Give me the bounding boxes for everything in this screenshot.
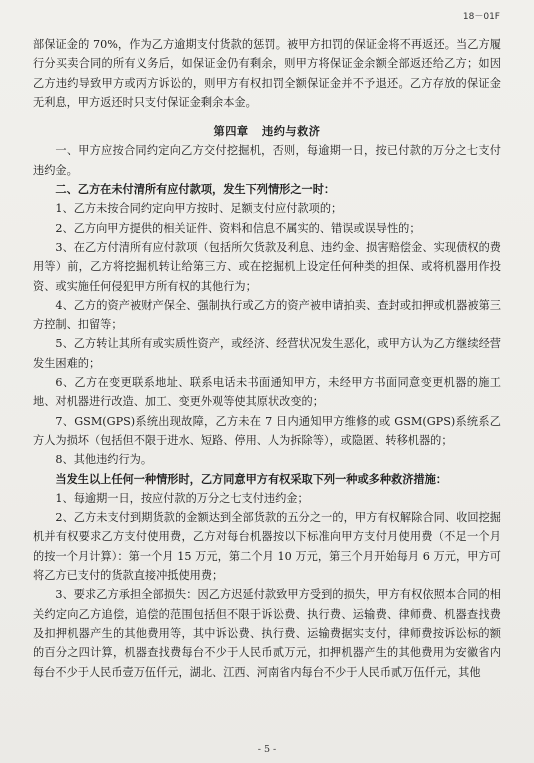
remedy-item-3: 3、要求乙方承担全部损失：因乙方迟延付款致甲方受到的损失，甲方有权依照本合同的相关约定向乙方追偿，追偿的范围包括但不限于诉讼费、执行费、运输费、律师费、机器查找费及扣押机器产生的其他费用等，其中诉讼费、执行费、运输费据实支付，律师费按诉讼标的额的百分之四计算，机器查找费每台不少于人民币贰万元，扣押机器产生的其他费用为安徽省内每台不少于人民币壹万伍仟元，湖北、江西、河南省内每台不少于人民币贰万伍仟元，其他 <box>33 588 501 679</box>
chapter-number: 第四章 <box>213 124 249 139</box>
clause-2-item-7: 7、GSM(GPS)系统出现故障，乙方未在 7 日内通知甲方维修的或 GSM(GPS)系统系乙方人为损坏（包括但不限于进水、短路、停用、人为拆除等），或隐匿、转移机器的； <box>33 414 501 447</box>
form-code: 18－01F <box>462 12 500 22</box>
remedies-heading: 当发生以上任何一种情形时，乙方同意甲方有权采取下列一种或多种救济措施： <box>55 471 447 486</box>
clause-2-item-8: 8、其他违约行为。 <box>55 453 153 467</box>
clause-2-item-1: 1、乙方未按合同约定向甲方按时、足额支付应付款项的； <box>55 202 343 216</box>
paragraph-deposit-continued: 部保证金的 70%，作为乙方逾期支付货款的惩罚。被甲方扣罚的保证金将不再返还。当乙方履行分买卖合同的所有义务后，如保证金仍有剩余，则甲方将保证金余额全部返还给乙方；如因乙方违约导致甲方或丙方诉讼的，则甲方有权扣罚全额保证金并不予退还。乙方存放的保证金无利息，甲方返还时只支付保证金剩余本金。 <box>33 38 501 109</box>
clause-2-item-2: 2、乙方向甲方提供的相关证件、资料和信息不属实的、错误或误导性的； <box>55 221 421 235</box>
clause-2-item-3: 3、在乙方付清所有应付款项（包括所欠货款及利息、违约金、损害赔偿金、实现债权的费用等）前，乙方将挖掘机转让给第三方、或在挖掘机上设定任何种类的担保、或将机器用作投资、或实施任何侵犯甲方所有权的其他行为； <box>33 240 501 293</box>
page-number: - 5 - <box>257 744 277 755</box>
chapter-title: 违约与救济 <box>262 124 321 139</box>
remedy-item-1: 1、每逾期一日，按应付款的万分之七支付违约金； <box>55 491 309 505</box>
remedy-item-2: 2、乙方未支付到期货款的金额达到全部货款的五分之一的，甲方有权解除合同、收回挖掘机并有权要求乙方支付使用费，乙方对每台机器按以下标准向甲方支付月使用费（不足一个月的按一个月计算）：第一个月 15 万元，第二个月 10 万元，第三个月开始每月 6 万元，甲方可将乙方已支付的货款直接冲抵使用费； <box>33 511 501 583</box>
clause-2-item-6: 6、乙方在变更联系地址、联系电话未书面通知甲方，未经甲方书面同意变更机器的施工地、对机器进行改造、加工、变更外观等使其原状改变的； <box>33 376 501 409</box>
clause-2-item-4: 4、乙方的资产被财产保全、强制执行或乙方的资产被申请拍卖、查封或扣押或机器被第三方控制、扣留等； <box>33 298 501 332</box>
clause-2-item-5: 5、乙方转让其所有或实质性资产，或经济、经营状况发生恶化，或甲方认为乙方继续经营发生困难的； <box>33 337 501 370</box>
clause-1: 一、甲方应按合同约定向乙方交付挖掘机，否则，每逾期一日，按已付款的万分之七支付违约金。 <box>33 144 501 177</box>
clause-2-heading: 二、乙方在未付清所有应付款项，发生下列情形之一时： <box>55 182 336 197</box>
contract-body <box>33 35 501 682</box>
chapter-heading <box>33 122 501 141</box>
